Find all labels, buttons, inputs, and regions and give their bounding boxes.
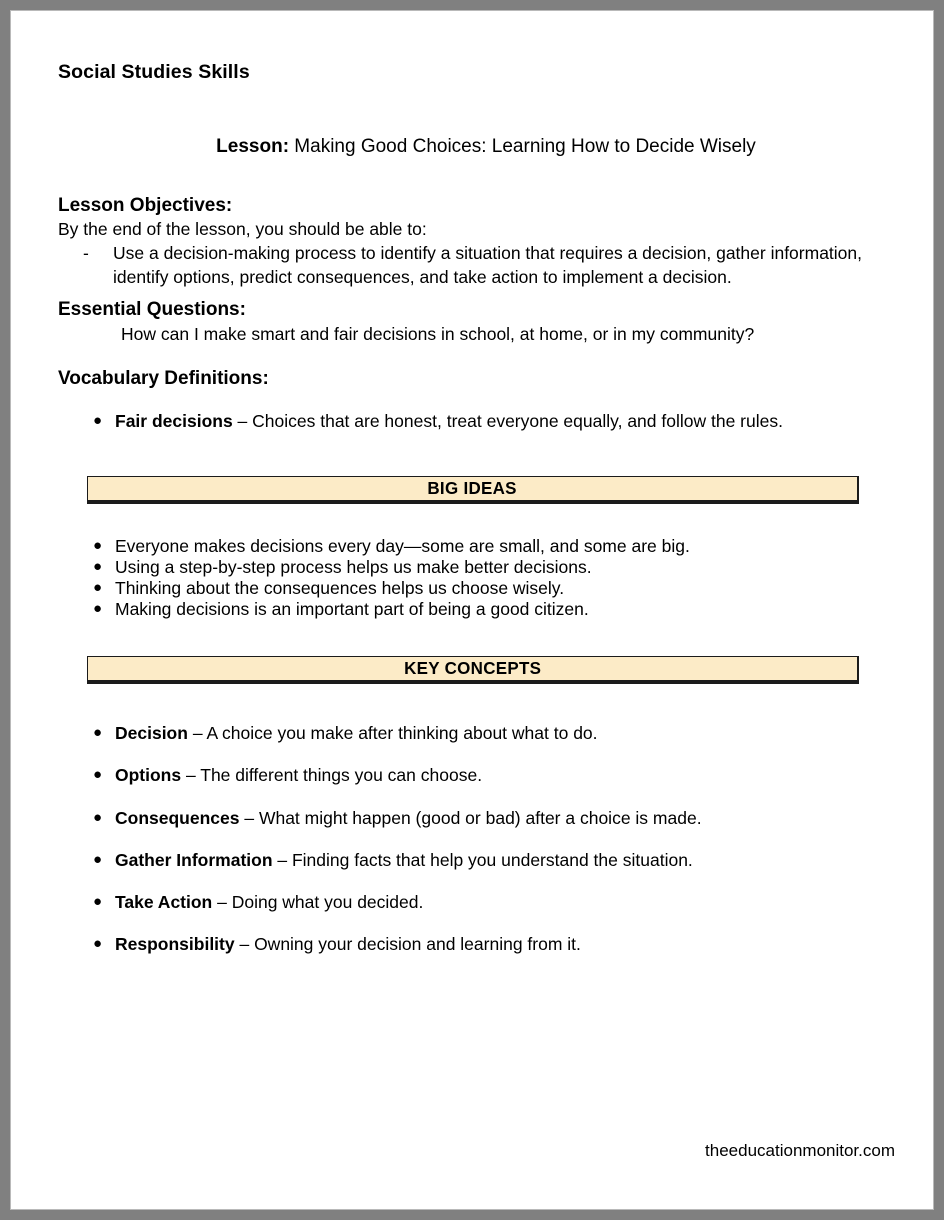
lesson-objectives-heading: Lesson Objectives: [58,195,233,216]
big-idea-text: Everyone makes decisions every day—some are small, and some are big. [115,536,690,556]
vocabulary-definition: – Choices that are honest, treat everyone equally, and follow the rules. [232,411,783,431]
bullet-icon: ● [93,851,103,868]
key-concept-term: Take Action [115,892,213,912]
bullet-icon: ● [93,412,103,429]
lesson-title-line [11,136,933,158]
big-idea-text: Thinking about the consequences helps us choose wisely. [115,578,565,598]
big-idea-item [93,556,893,578]
key-concept-definition: – Doing what you decided. [212,892,424,912]
bullet-icon: ● [93,935,103,952]
objective-item [83,241,873,289]
key-concept-definition: – Owning your decision and learning from it. [234,934,581,954]
key-concept-definition: – The different things you can choose. [181,765,483,785]
footer-site-credit: theeducationmonitor.com [705,1141,895,1160]
lesson-label: Lesson: [216,136,290,157]
document-body [11,11,933,1209]
bullet-icon: ● [93,558,103,575]
essential-question-item: How can I make smart and fair decisions in school, at home, or in my community? [121,324,755,344]
big-ideas-banner-label: BIG IDEAS [427,478,518,498]
big-idea-item [93,535,893,557]
key-concept-definition: – What might happen (good or bad) after a choice is made. [239,808,702,828]
key-concept-definition: – Finding facts that help you understand the situation. [272,850,693,870]
key-concept-text [115,807,893,829]
objective-text: Use a decision-making process to identify a situation that requires a decision, gather information, identify options, predict consequences, and take action to implement a decision. [113,243,863,287]
big-ideas-banner [87,476,859,504]
big-idea-text: Using a step-by-step process helps us make better decisions. [115,557,592,577]
big-idea-text: Making decisions is an important part of being a good citizen. [115,599,589,619]
key-concept-term: Consequences [115,808,240,828]
bullet-icon: ● [93,893,103,910]
essential-questions-heading: Essential Questions: [58,299,246,320]
vocabulary-item-text [115,410,893,432]
key-concept-definition: – A choice you make after thinking about what to do. [187,723,598,743]
key-concept-item [93,891,893,913]
key-concept-item [93,722,893,744]
key-concept-text [115,891,893,913]
key-concept-item [93,933,893,955]
key-concept-text [115,722,893,744]
key-concept-item [93,849,893,871]
bullet-icon: ● [93,579,103,596]
key-concept-term: Gather Information [115,850,273,870]
vocabulary-heading: Vocabulary Definitions: [58,368,269,389]
vocabulary-item [93,410,893,432]
bullet-icon: ● [93,600,103,617]
bullet-icon: ● [93,724,103,741]
objective-dash-marker: - [83,243,89,263]
page-header-title: Social Studies Skills [58,61,250,83]
key-concept-item [93,764,893,786]
bullet-icon: ● [93,809,103,826]
vocabulary-term: Fair decisions [115,411,233,431]
bullet-icon: ● [93,766,103,783]
key-concept-term: Options [115,765,182,785]
document-page [11,11,933,1209]
key-concept-text [115,764,893,786]
key-concept-term: Decision [115,723,188,743]
key-concept-text [115,849,893,871]
big-idea-item [93,598,893,620]
big-idea-item [93,577,893,599]
key-concept-text [115,933,893,955]
lesson-title: Making Good Choices: Learning How to Decide Wisely [289,136,756,157]
lesson-objectives-intro: By the end of the lesson, you should be able to: [58,219,427,239]
key-concept-term: Responsibility [115,934,235,954]
key-concepts-banner-label: KEY CONCEPTS [403,658,542,678]
bullet-icon: ● [93,537,103,554]
key-concepts-banner [87,656,859,684]
key-concept-item [93,807,893,829]
